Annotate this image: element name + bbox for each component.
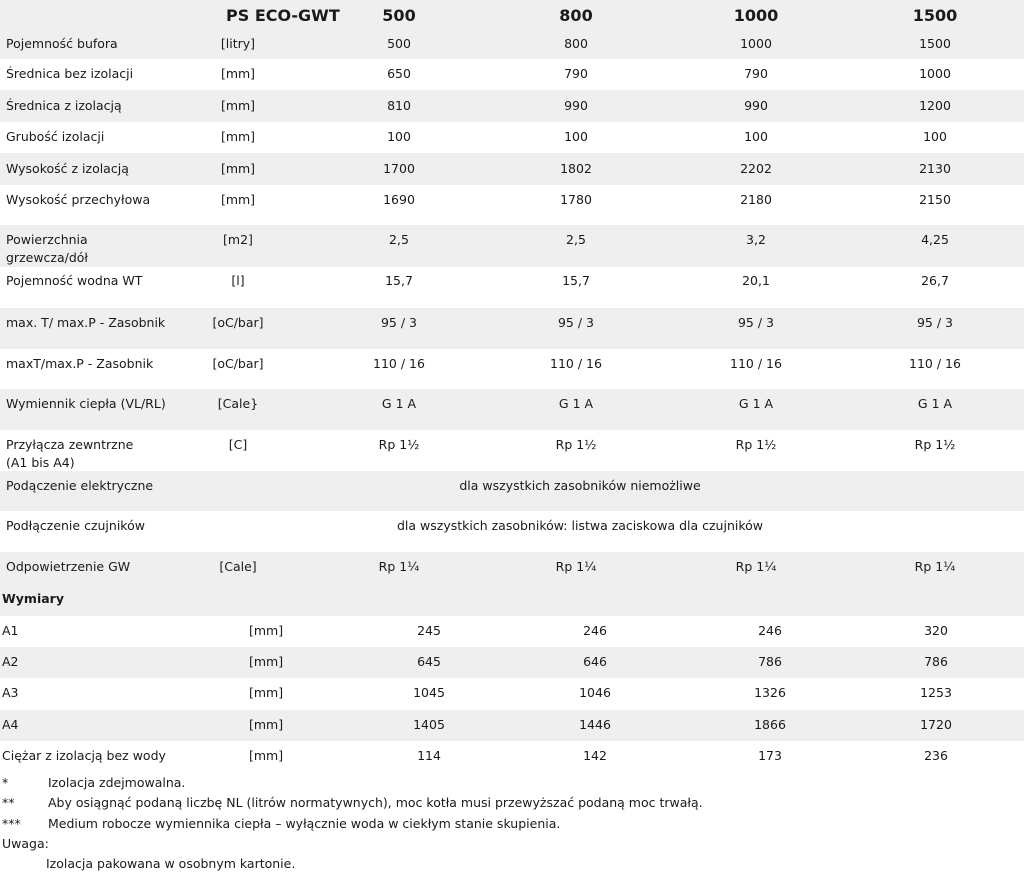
row-value: G 1 A [917, 396, 953, 411]
dimension-unit: [mm] [249, 623, 284, 638]
table-row [0, 552, 1024, 584]
row-value: 2202 [740, 161, 772, 176]
row-value: 800 [564, 36, 588, 51]
table-row [0, 430, 1024, 471]
row-value: 95 / 3 [916, 315, 954, 330]
table-row [0, 511, 1024, 552]
dimension-unit: [mm] [249, 748, 284, 763]
row-value: 500 [387, 36, 411, 51]
table-header [0, 0, 1024, 29]
row-value: 2180 [740, 192, 772, 207]
row-unit: [Cale} [217, 396, 259, 411]
row-label: Podączenie elektryczne [6, 478, 154, 493]
row-value: 1700 [383, 161, 415, 176]
row-value: 1200 [919, 98, 951, 113]
row-label: maxT/max.P - Zasobnik [6, 356, 154, 371]
row-label: max. T/ max.P - Zasobnik [6, 315, 166, 330]
row-unit: [mm] [220, 161, 256, 176]
dimension-value: 646 [583, 654, 607, 669]
table-row [0, 349, 1024, 389]
row-value: 110 / 16 [730, 356, 782, 371]
row-value: Rp 1½ [378, 437, 420, 452]
row-value: 1500 [919, 36, 951, 51]
row-value: G 1 A [381, 396, 417, 411]
dimension-value: 1046 [579, 685, 611, 700]
dimension-value: 236 [924, 748, 948, 763]
model-name: PS ECO-GWT [226, 6, 340, 25]
row-value: 15,7 [385, 273, 413, 288]
row-value: Rp 1¼ [914, 559, 956, 574]
dimension-value: 246 [758, 623, 782, 638]
column-header-500: 500 [382, 6, 416, 25]
dimension-value: 320 [924, 623, 948, 638]
row-unit: [m2] [223, 232, 253, 247]
row-value: 100 [744, 129, 768, 144]
row-unit: [l] [231, 273, 245, 288]
dimension-value: 1866 [754, 717, 786, 732]
row-value: 2,5 [389, 232, 409, 247]
row-value: Rp 1½ [555, 437, 597, 452]
dimension-value: 173 [758, 748, 782, 763]
row-value: G 1 A [558, 396, 594, 411]
dimension-row [0, 616, 1024, 647]
row-value: 26,7 [921, 273, 949, 288]
row-label: Odpowietrzenie GW [6, 559, 131, 574]
dimensions-title: Wymiary [2, 591, 64, 606]
row-value: Rp 1¼ [378, 559, 420, 574]
table-row [0, 389, 1024, 430]
dimension-value: 114 [417, 748, 441, 763]
row-value: 990 [744, 98, 768, 113]
row-value: 100 [387, 129, 411, 144]
dimension-value: 1253 [920, 685, 952, 700]
row-value: Rp 1¼ [735, 559, 777, 574]
row-label: Przyłącza zewntrzne (A1 bis A4) [6, 437, 134, 470]
row-value: 2130 [919, 161, 951, 176]
row-value: 110 / 16 [909, 356, 961, 371]
row-value: 95 / 3 [737, 315, 775, 330]
table-row [0, 471, 1024, 511]
dimensions-header [0, 584, 1024, 616]
row-value: 650 [387, 66, 411, 81]
remark-text: Izolacja pakowana w osobnym kartonie. [46, 856, 296, 871]
row-label: Pojemność bufora [6, 36, 118, 51]
row-unit: [mm] [220, 129, 256, 144]
row-label: Pojemność wodna WT [6, 273, 143, 288]
row-value: G 1 A [738, 396, 774, 411]
footnote-text: Izolacja zdejmowalna. [48, 775, 186, 790]
row-unit: [oC/bar] [212, 356, 264, 371]
row-label: Średnica z izolacją [6, 98, 122, 113]
row-value: 790 [744, 66, 768, 81]
dimension-label: A1 [2, 623, 19, 638]
dimension-row [0, 647, 1024, 678]
table-row [0, 122, 1024, 153]
row-value: Rp 1½ [914, 437, 956, 452]
row-value: 110 / 16 [550, 356, 602, 371]
row-value: 790 [564, 66, 588, 81]
row-value: 100 [923, 129, 947, 144]
row-unit: [mm] [220, 98, 256, 113]
footnote-text: Medium robocze wymiennika ciepła – wyłącznie woda w ciekłym stanie skupienia. [48, 816, 561, 831]
row-value: Rp 1¼ [555, 559, 597, 574]
table-row [0, 267, 1024, 308]
table-row [0, 308, 1024, 349]
row-value: 1802 [560, 161, 592, 176]
row-unit: [litry] [220, 36, 256, 51]
row-label: Wysokość przechyłowa [6, 192, 151, 207]
dimension-row [0, 741, 1024, 774]
row-unit: [C] [228, 437, 248, 452]
row-value: 95 / 3 [380, 315, 418, 330]
row-span-value: dla wszystkich zasobników: listwa zaciskowa dla czujników [396, 518, 764, 533]
dimension-unit: [mm] [249, 654, 284, 669]
dimension-value: 142 [583, 748, 607, 763]
row-value: 95 / 3 [557, 315, 595, 330]
row-label: Powierzchnia grzewcza/dół [6, 232, 88, 265]
row-value: 990 [564, 98, 588, 113]
row-span-value: dla wszystkich zasobników niemożliwe [459, 478, 701, 493]
row-unit: [mm] [220, 192, 256, 207]
row-label: Grubość izolacji [6, 129, 105, 144]
row-value: 1000 [919, 66, 951, 81]
dimension-value: 246 [583, 623, 607, 638]
table-row [0, 225, 1024, 267]
dimension-value: 1405 [413, 717, 445, 732]
dimension-label: Ciężar z izolacją bez wody [2, 748, 166, 763]
row-value: 20,1 [742, 273, 770, 288]
row-label: Podłączenie czujników [6, 518, 145, 533]
dimension-unit: [mm] [249, 717, 284, 732]
row-label: Średnica bez izolacji [6, 66, 134, 81]
footnote-mark: ** [2, 795, 15, 810]
row-value: 110 / 16 [373, 356, 425, 371]
row-value: 810 [387, 98, 411, 113]
dimension-label: A4 [2, 717, 19, 732]
dimension-value: 1446 [579, 717, 611, 732]
footnote-text: Aby osiągnąć podaną liczbę NL (litrów normatywnych), moc kotła musi przewyższać podaną moc trwałą. [48, 795, 703, 810]
table-row [0, 153, 1024, 185]
row-value: 1000 [740, 36, 772, 51]
dimension-value: 786 [758, 654, 782, 669]
row-unit: [oC/bar] [212, 315, 264, 330]
dimension-unit: [mm] [249, 685, 284, 700]
table-row [0, 29, 1024, 59]
row-unit: [Cale] [219, 559, 257, 574]
row-value: 2,5 [566, 232, 586, 247]
table-row [0, 59, 1024, 90]
column-header-800: 800 [559, 6, 593, 25]
footnote-mark: *** [2, 816, 21, 831]
remark-title: Uwaga: [2, 836, 49, 851]
dimension-row [0, 678, 1024, 710]
row-value: 4,25 [921, 232, 949, 247]
dimension-row [0, 710, 1024, 741]
column-header-1500: 1500 [912, 6, 958, 25]
row-value: 2150 [919, 192, 951, 207]
dimension-value: 645 [417, 654, 441, 669]
dimension-value: 245 [417, 623, 441, 638]
row-value: 3,2 [746, 232, 766, 247]
row-label: Wymiennik ciepła (VL/RL) [6, 396, 166, 411]
dimension-label: A2 [2, 654, 19, 669]
row-value: 15,7 [562, 273, 590, 288]
dimension-value: 1720 [920, 717, 952, 732]
row-value: 1690 [383, 192, 415, 207]
footnote-mark: * [2, 775, 9, 790]
table-row [0, 90, 1024, 122]
table-row [0, 185, 1024, 225]
dimension-value: 1045 [413, 685, 445, 700]
row-value: Rp 1½ [735, 437, 777, 452]
dimension-value: 1326 [754, 685, 786, 700]
dimension-value: 786 [924, 654, 948, 669]
row-value: 100 [564, 129, 588, 144]
dimension-label: A3 [2, 685, 19, 700]
column-header-1000: 1000 [733, 6, 779, 25]
row-label: Wysokość z izolacją [6, 161, 129, 176]
row-unit: [mm] [220, 66, 256, 81]
row-value: 1780 [560, 192, 592, 207]
